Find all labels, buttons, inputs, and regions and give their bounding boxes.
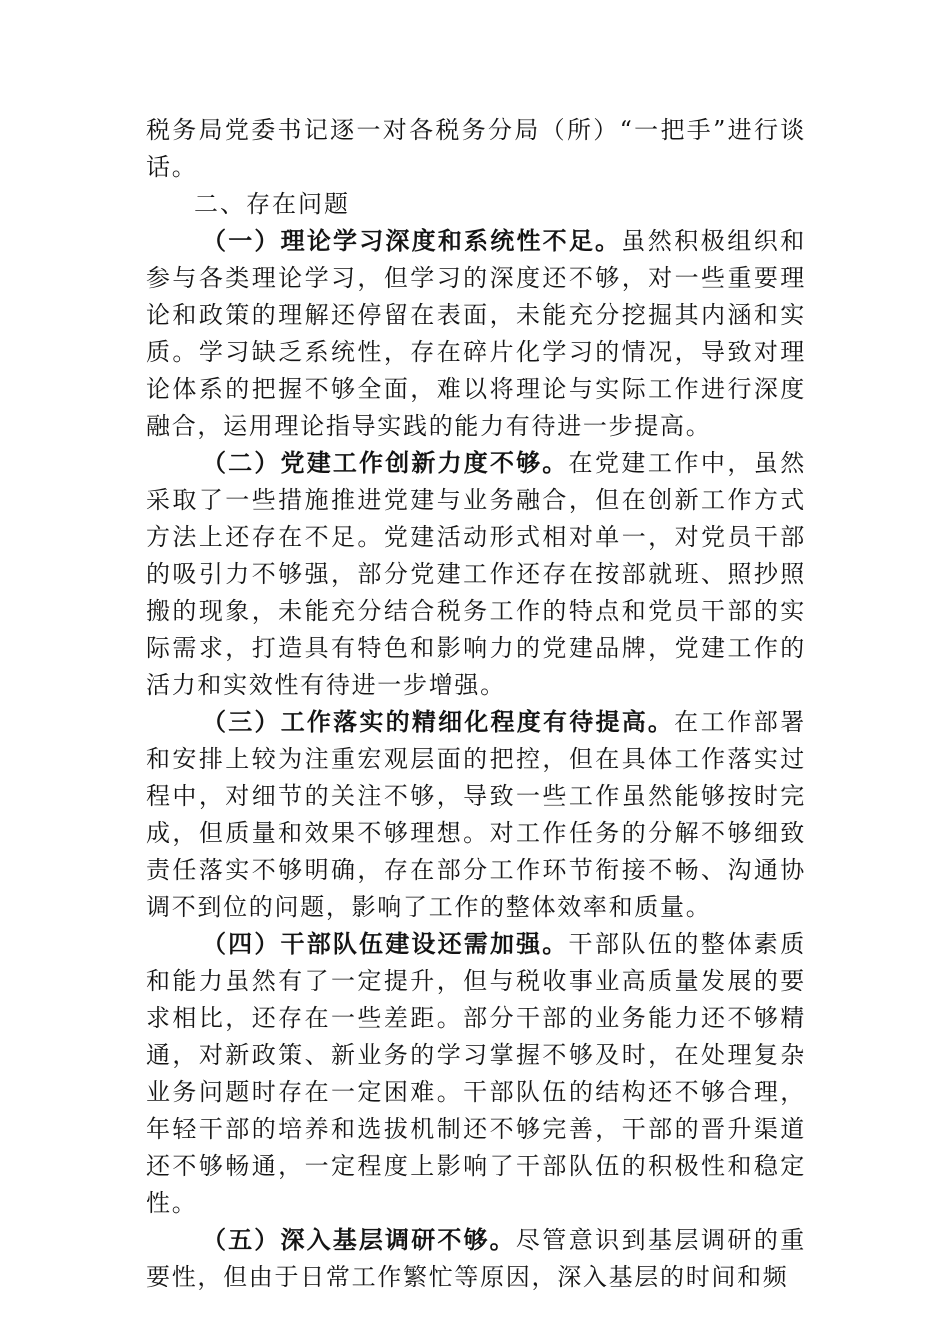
issue-lead-4: （四）干部队伍建设还需加强。: [202, 930, 569, 958]
issue-body-3: 在工作部署和安排上较为注重宏观层面的把控，但在具体工作落实过程中，对细节的关注不够，导致一些工作虽然能够按时完成，但质量和效果不够理想。对工作任务的分解不够细致责任落实不够明确，存在部分工作环节衔接不畅、沟通协调不到位的问题，影响了工作的整体效率和质量。: [146, 708, 806, 921]
issue-paragraph-4: [146, 926, 806, 1222]
issue-lead-3: （三）工作落实的精细化程度有待提高。: [202, 708, 675, 736]
issue-paragraph-1: [146, 223, 806, 445]
issue-lead-2: （二）党建工作创新力度不够。: [202, 449, 569, 477]
issue-lead-5: （五）深入基层调研不够。: [202, 1226, 516, 1254]
issue-body-2: 在党建工作中，虽然采取了一些措施推进党建与业务融合，但在创新工作方式方法上还存在不足。党建活动形式相对单一，对党员干部的吸引力不够强，部分党建工作还存在按部就班、照抄照搬的现象，未能充分结合税务工作的特点和党员干部的实际需求，打造具有特色和影响力的党建品牌，党建工作的活力和实效性有待进一步增强。: [146, 449, 806, 699]
issue-body-1: 虽然积极组织和参与各类理论学习，但学习的深度还不够，对一些重要理论和政策的理解还停留在表面，未能充分挖掘其内涵和实质。学习缺乏系统性，存在碎片化学习的情况，导致对理论体系的把握不够全面，难以将理论与实际工作进行深度融合，运用理论指导实践的能力有待进一步提高。: [146, 227, 806, 440]
issue-lead-1: （一）理论学习深度和系统性不足。: [202, 227, 622, 255]
intro-paragraph: 税务局党委书记逐一对各税务分局（所）“一把手”进行谈话。: [146, 116, 806, 181]
document-page: [146, 112, 806, 1296]
issue-body-5: 尽管意识到基层调研的重要性，但由于日常工作繁忙等原因，深入基层的时间和频: [146, 1226, 806, 1291]
issue-paragraph-5: [146, 1222, 806, 1296]
issue-paragraph-3: [146, 704, 806, 926]
section-heading: 二、存在问题: [194, 190, 350, 218]
issue-paragraph-2: [146, 445, 806, 704]
issue-body-4: 干部队伍的整体素质和能力虽然有了一定提升，但与税收事业高质量发展的要求相比，还存在一些差距。部分干部的业务能力还不够精通，对新政策、新业务的学习掌握不够及时，在处理复杂业务问题时存在一定困难。干部队伍的结构还不够合理，年轻干部的培养和选拔机制还不够完善，干部的晋升渠道还不够畅通，一定程度上影响了干部队伍的积极性和稳定性。: [146, 930, 806, 1217]
